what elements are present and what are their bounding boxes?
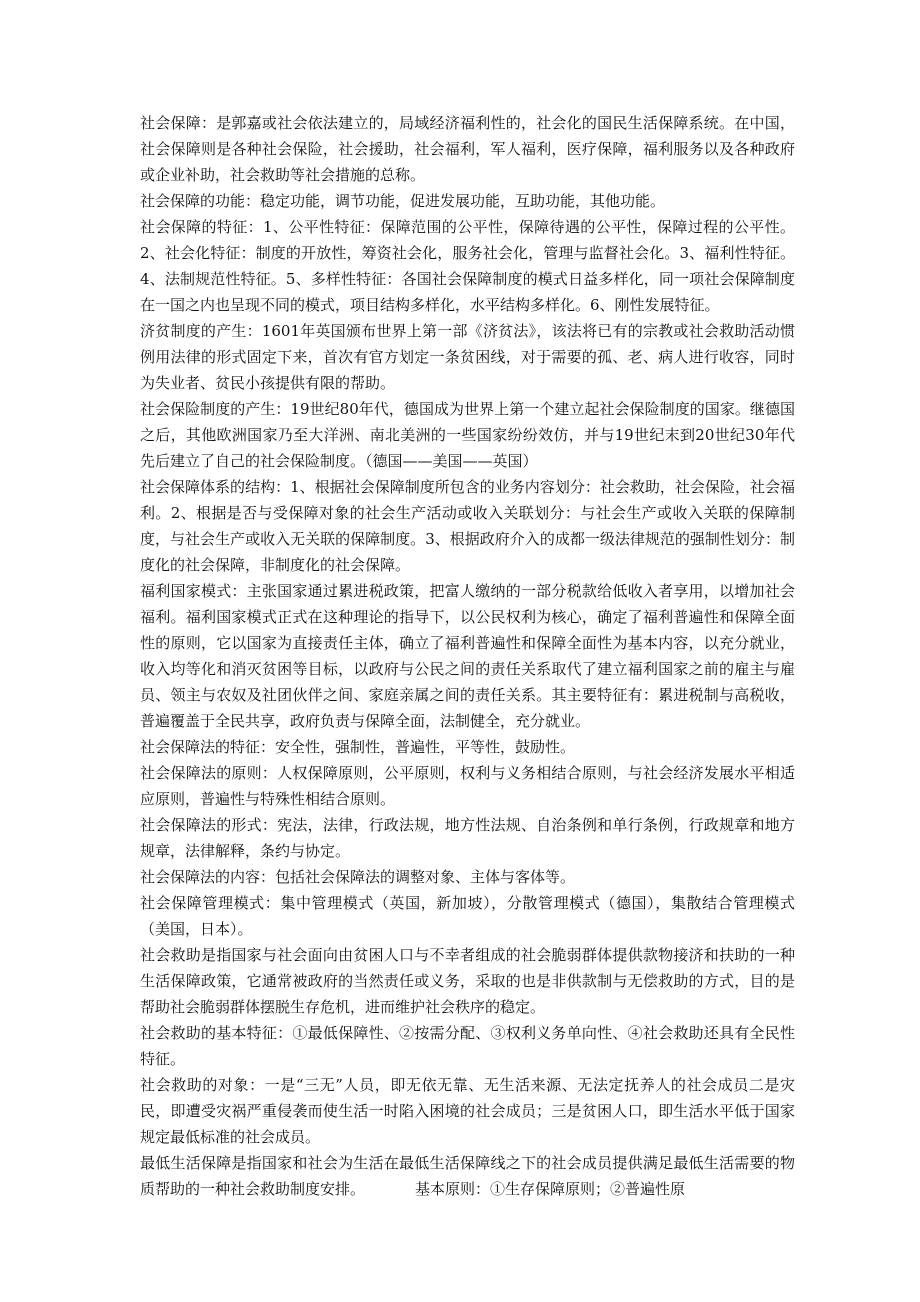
paragraph-social-assistance-targets: 社会救助的对象：一是“三无”人员，即无依无靠、无生活来源、无法定抚养人的社会成员二是灾民，即遭受灾祸严重侵袭而使生活一时陷入困境的社会成员；三是贫困人口，即生活水平低于国家规定最低标准的社会成员。 <box>140 1076 795 1146</box>
document-page <box>140 110 795 1202</box>
paragraph-law-principles: 社会保障法的原则：人权保障原则，公平原则，权利与义务相结合原则，与社会经济发展水平相适应原则，普遍性与特殊性相结合原则。 <box>140 764 795 808</box>
paragraph-law-features: 社会保障法的特征：安全性，强制性，普遍性，平等性，鼓励性。 <box>140 738 576 756</box>
paragraph-system-structure: 社会保障体系的结构：1、根据社会保障制度所包含的业务内容划分：社会救助，社会保险，社会福利。2、根据是否与受保障对象的社会生产活动或收入关联划分：与社会生产或收入关联的保障制度，与社会生产或收入无关联的保障制度。3、根据政府介入的成都一级法律规范的强制性划分：制度化的社会保障，非制度化的社会保障。 <box>140 478 795 574</box>
paragraph-law-forms: 社会保障法的形式：宪法，法律，行政法规，地方性法规、自治条例和单行条例，行政规章和地方规章，法律解释，条约与协定。 <box>140 816 795 860</box>
paragraph-minimum-living-guarantee <box>140 1150 795 1202</box>
paragraph-social-security-functions: 社会保障的功能：稳定功能，调节功能，促进发展功能，互助功能，其他功能。 <box>140 192 666 210</box>
paragraph-management-models: 社会保障管理模式：集中管理模式（英国，新加坡），分散管理模式（德国），集散结合管理模式（美国，日本）。 <box>140 894 795 938</box>
paragraph-social-insurance-origin: 社会保险制度的产生：19世纪80年代，德国成为世界上第一个建立起社会保险制度的国家。继德国之后，其他欧洲国家乃至大洋洲、南北美洲的一些国家纷纷效仿，并与19世纪末到20世纪30年代先后建立了自己的社会保险制度。（德国——美国——英国） <box>140 400 795 470</box>
paragraph-social-security-features: 社会保障的特征：1、公平性特征：保障范围的公平性，保障待遇的公平性，保障过程的公平性。2、社会化特征：制度的开放性，筹资社会化，服务社会化，管理与监督社会化。3、福利性特征。4、法制规范性特征。5、多样性特征：各国社会保障制度的模式日益多样化，同一项社会保障制度在一国之内也呈现不同的模式，项目结构多样化，水平结构多样化。6、刚性发展特征。 <box>140 218 795 314</box>
paragraph-law-content: 社会保障法的内容：包括社会保障法的调整对象、主体与客体等。 <box>140 868 576 886</box>
paragraph-social-assistance-definition: 社会救助是指国家与社会面向由贫困人口与不幸者组成的社会脆弱群体提供款物接济和扶助的一种生活保障政策，它通常被政府的当然责任或义务，采取的也是非供款制与无偿救助的方式，目的是帮助社会脆弱群体摆脱生存危机，进而维护社会秩序的稳定。 <box>140 946 795 1016</box>
minimum-living-guarantee-text: 最低生活保障是指国家和社会为生活在最低生活保障线之下的社会成员提供满足最低生活需要的物质帮助的一种社会救助制度安排。 <box>140 1154 795 1198</box>
basic-principles-text: 基本原则：①生存保障原则；②普遍性原 <box>415 1180 686 1198</box>
paragraph-social-assistance-features: 社会救助的基本特征：①最低保障性、②按需分配、③权利义务单向性、④社会救助还具有全民性特征。 <box>140 1024 795 1068</box>
paragraph-welfare-state-model: 福利国家模式：主张国家通过累进税政策，把富人缴纳的一部分税款给低收入者享用，以增加社会福利。福利国家模式正式在这种理论的指导下，以公民权利为核心，确定了福利普遍性和保障全面性的原则，它以国家为直接责任主体，确立了福利普遍性和保障全面性为基本内容，以充分就业，收入均等化和消灭贫困等目标，以政府与公民之间的责任关系取代了建立福利国家之前的雇主与雇员、领主与农奴及社团伙伴之间、家庭亲属之间的责任关系。其主要特征有：累进税制与高税收，普遍覆盖于全民共享，政府负责与保障全面，法制健全，充分就业。 <box>140 582 795 730</box>
paragraph-poor-relief-origin: 济贫制度的产生：1601年英国颁布世界上第一部《济贫法》，该法将已有的宗教或社会救助活动惯例用法律的形式固定下来，首次有官方划定一条贫困线，对于需要的孤、老、病人进行收容，同时为失业者、贫民小孩提供有限的帮助。 <box>140 322 795 392</box>
paragraph-social-security-definition: 社会保障：是郭嘉或社会依法建立的，局域经济福利性的，社会化的国民生活保障系统。在中国，社会保障则是各种社会保险，社会援助，社会福利，军人福利，医疗保障，福利服务以及各种政府或企业补助，社会救助等社会措施的总称。 <box>140 114 795 184</box>
